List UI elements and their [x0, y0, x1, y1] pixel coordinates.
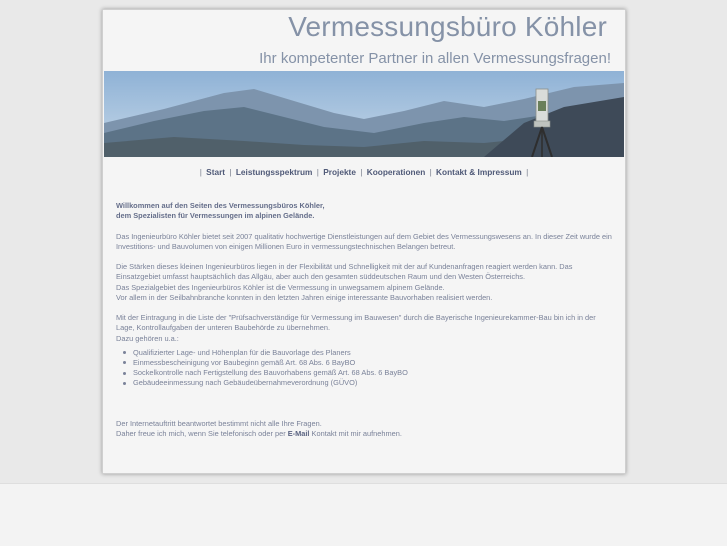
nav-link-kontakt-impressum[interactable]: Kontakt & Impressum [436, 167, 522, 177]
banner-image [104, 71, 624, 157]
list-item: Einmessbescheinigung vor Baubeginn gemäß Art. 68 Abs. 6 BayBO [133, 358, 612, 368]
nav-separator: | [229, 167, 232, 177]
nav-link-start[interactable]: Start [206, 167, 226, 177]
intro-paragraph: Das Ingenieurbüro Köhler bietet seit 2007 qualitativ hochwertige Dienstleistungen auf dem Gebiet des Vermessungswesens an. In dieser Zeit wurde ein Investitions- und Bauvolumen von einigen Millionen Euro in vermessungstechnischen Belangen betreut. [116, 231, 612, 251]
nav-separator: | [199, 167, 202, 177]
mountain-landscape-icon [104, 71, 624, 157]
site-subtitle: Ihr kompetenter Partner in allen Vermessungsfragen! [259, 50, 611, 67]
list-item: Sockelkontrolle nach Fertigstellung des Bauvorhabens gemäß Art. 68 Abs. 6 BayBO [133, 368, 612, 378]
nav-separator: | [316, 167, 319, 177]
services-list [116, 348, 612, 389]
closing-suffix: Kontakt mit mir aufnehmen. [309, 429, 402, 438]
nav-link-kooperationen[interactable]: Kooperationen [366, 167, 426, 177]
main-content [116, 201, 612, 449]
strengths-paragraph [116, 262, 612, 303]
nav-separator: | [429, 167, 432, 177]
welcome-line-2: dem Spezialisten für Vermessungen im alpinen Gelände. [116, 211, 315, 221]
page-container [102, 9, 626, 474]
closing-prefix: Daher freue ich mich, wenn Sie telefonisch oder per [116, 429, 288, 438]
closing-paragraph [116, 419, 612, 439]
list-item: Gebäudeeinmessung nach Gebäudeübernahmeverordnung (GÜVO) [133, 378, 612, 388]
nav-link-leistungsspektrum[interactable]: Leistungsspektrum [235, 167, 313, 177]
strengths-line-3: Vor allem in der Seilbahnbranche konnten in den letzten Jahren einige interessante Bauvorhaben realisiert werden. [116, 292, 493, 302]
nav-separator: | [526, 167, 529, 177]
list-item: Qualifizierter Lage- und Höhenplan für die Bauvorlage des Planers [133, 348, 612, 358]
nav-separator: | [360, 167, 363, 177]
strengths-line-2: Das Spezialgebiet des Ingenieurbüros Köhler ist die Vermessung in unwegsamem alpinem Gelände. [116, 282, 445, 292]
strengths-line-1: Die Stärken dieses kleinen Ingenieurbüros liegen in der Flexibilität und Schnelligkeit mit der auf Kundenanfragen reagiert werden kann. Das Einsatzgebiet umfasst hauptsächlich das Allgäu, aber auch den gesamten süddeutschen Raum und den Westen Österreichs. [116, 262, 573, 282]
closing-line-1: Der Internetauftritt beantwortet bestimmt nicht alle Ihre Fragen. [116, 418, 322, 428]
certification-line-2: Dazu gehören u.a.: [116, 333, 179, 343]
email-link[interactable]: E-Mail [287, 429, 310, 438]
certification-line-1: Mit der Eintragung in die Liste der "Prüfsachverständige für Vermessung im Bauwesen" durch die Bayerische Ingenieurekammer-Bau bin ich in der Lage, Kontrollaufgaben der unteren Baubehörde zu übernehmen. [116, 313, 596, 333]
nav-link-projekte[interactable]: Projekte [323, 167, 356, 177]
main-navigation [103, 167, 625, 177]
site-title: Vermessungsbüro Köhler [288, 11, 607, 42]
certification-paragraph [116, 313, 612, 344]
footer-band [0, 483, 727, 546]
welcome-text [116, 201, 612, 221]
welcome-line-1: Willkommen auf den Seiten des Vermessungsbüros Köhler, [116, 201, 325, 210]
